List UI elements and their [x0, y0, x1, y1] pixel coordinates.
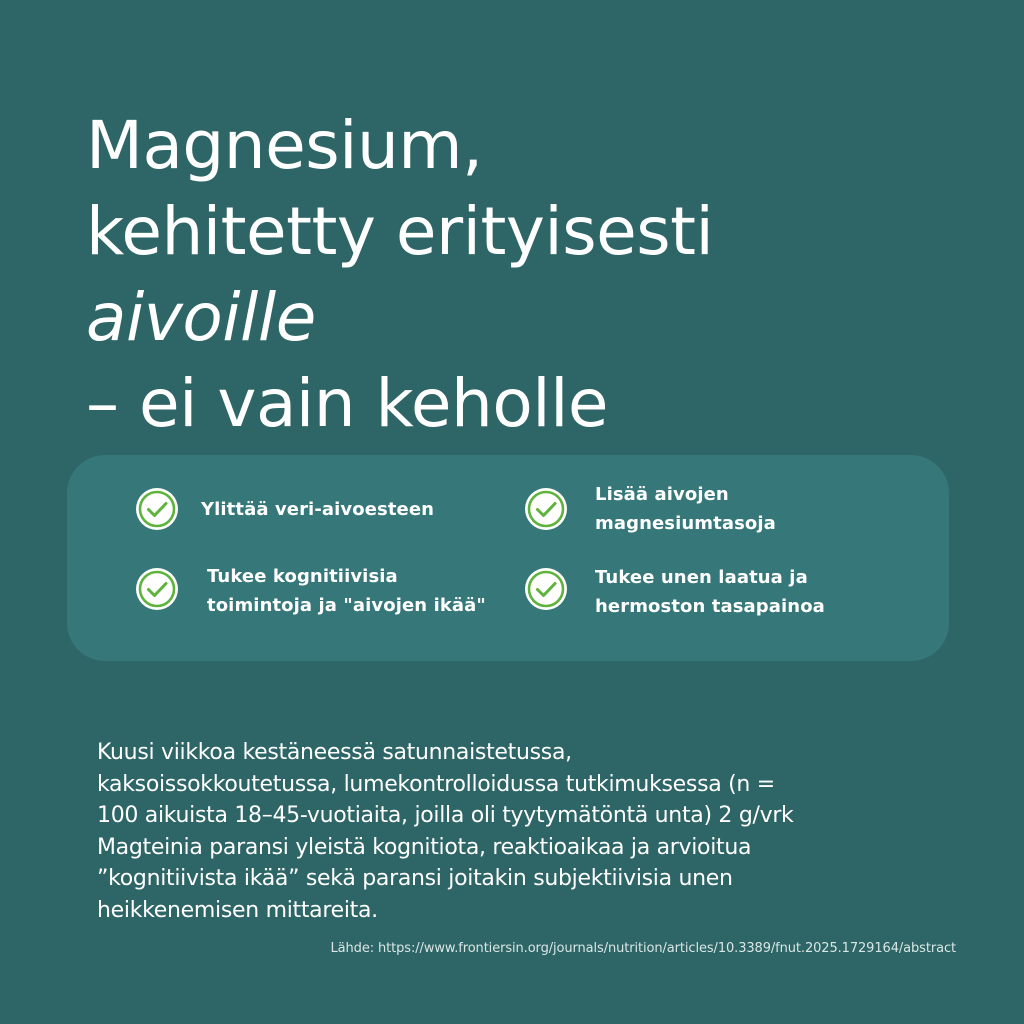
- benefit-line: Tukee kognitiivisia: [207, 566, 398, 587]
- benefit-text: [207, 562, 486, 620]
- study-line: 100 aikuista 18–45-vuotiaita, joilla oli tyytymätöntä unta) 2 g/vrk: [97, 803, 794, 828]
- benefit-text: [201, 495, 434, 524]
- benefit-line: hermoston tasapainoa: [595, 596, 825, 617]
- check-circle-icon: [524, 487, 568, 531]
- benefit-line: magnesiumtasoja: [595, 513, 776, 534]
- study-line: ”kognitiivista ikää” sekä paransi joitakin subjektiivisia unen: [97, 866, 733, 891]
- study-line: heikkenemisen mittareita.: [97, 897, 378, 923]
- source-citation: Lähde: https://www.frontiersin.org/journals/nutrition/articles/10.3389/fnut.2025.1729164/abstract: [330, 941, 956, 956]
- benefit-line: Tukee unen laatua ja: [595, 567, 808, 588]
- headline-line-4: – ei vain keholle: [86, 365, 609, 442]
- benefit-line: Ylittää veri-aivoesteen: [201, 499, 435, 520]
- benefits-panel: [67, 455, 949, 661]
- study-line: Magteinia paransi yleistä kognitiota, reaktioaikaa ja arvioitua: [97, 834, 752, 860]
- benefit-line: Lisää aivojen: [595, 484, 729, 505]
- headline-line-1: Magnesium,: [86, 107, 483, 184]
- headline-line-3-italic: aivoille: [86, 279, 316, 356]
- check-circle-icon: [524, 567, 568, 611]
- study-line: kaksoissokkoutetussa, lumekontrolloidussa tutkimuksessa (n =: [97, 771, 775, 797]
- headline: [86, 103, 986, 447]
- study-summary: [97, 737, 977, 926]
- check-circle-icon: [135, 567, 179, 611]
- study-line: Kuusi viikkoa kestäneessä satunnaistetussa,: [97, 740, 572, 765]
- check-circle-icon: [135, 487, 179, 531]
- benefit-text: [595, 563, 825, 621]
- benefit-text: [595, 480, 776, 538]
- headline-line-2: kehitetty erityisesti: [86, 193, 714, 270]
- benefit-line: toimintoja ja "aivojen ikää": [207, 595, 486, 616]
